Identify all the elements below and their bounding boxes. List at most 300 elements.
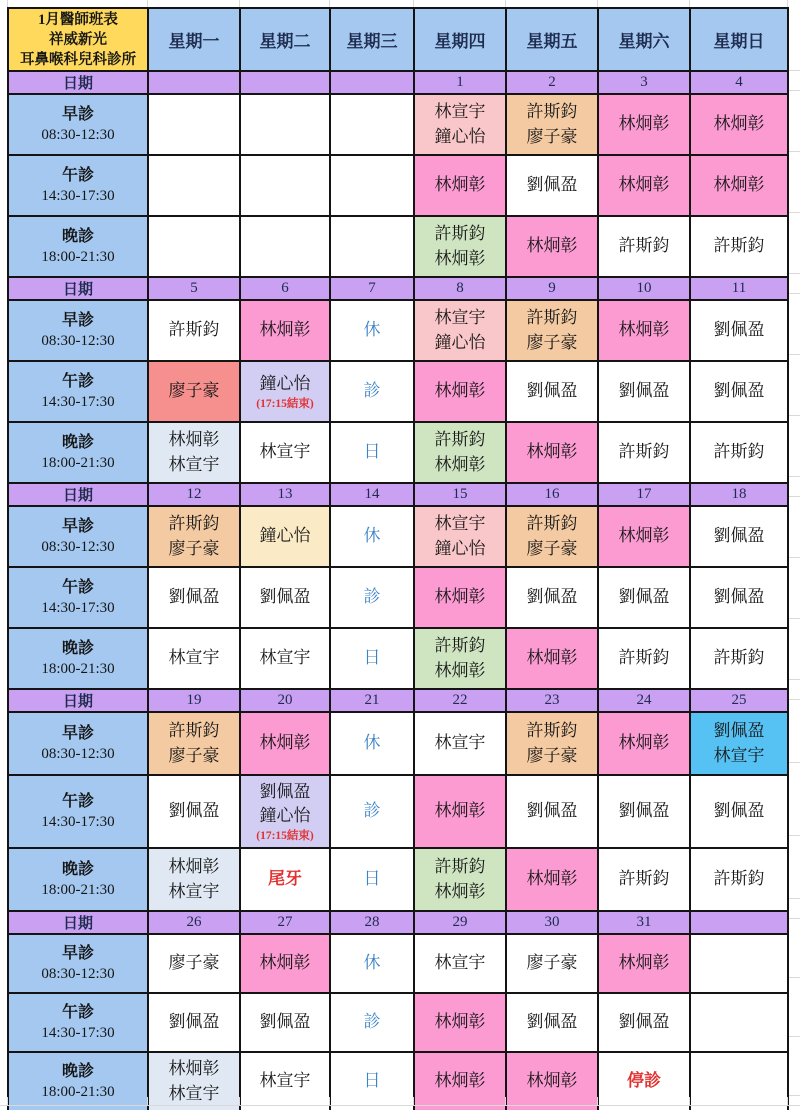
- schedule-cell: [240, 506, 330, 567]
- date-cell-tue: 20: [240, 689, 330, 712]
- doctor-name: 劉佩盈: [259, 781, 311, 801]
- doctor-name: 林宣宇: [168, 454, 220, 474]
- doctor-name: 林宣宇: [713, 745, 765, 765]
- schedule-cell: [598, 848, 690, 911]
- schedule-cell: [598, 506, 690, 567]
- week-2-afternoon-row: [8, 361, 788, 422]
- doctor-name: 林炯彰: [434, 1071, 486, 1091]
- edge-gridline: [413, 1097, 414, 1105]
- doctor-name: 休: [363, 320, 381, 340]
- date-cell-thu: 8: [414, 277, 506, 300]
- schedule-cell: [414, 361, 506, 422]
- shift-name: 午診: [61, 793, 94, 811]
- schedule-cell: [598, 1052, 690, 1110]
- schedule-cell: [414, 775, 506, 848]
- schedule-cell: [690, 216, 788, 277]
- schedule-cell: [330, 993, 414, 1052]
- edge-gridline: [789, 90, 800, 91]
- doctor-name: 許斯鈞: [618, 442, 670, 462]
- shift-time: 14:30-17:30: [41, 814, 115, 831]
- date-cell-sun: 4: [690, 71, 788, 94]
- schedule-cell: [240, 361, 330, 422]
- doctor-name: 林宣宇: [259, 1071, 311, 1091]
- schedule-cell: [414, 155, 506, 216]
- doctor-name: 劉佩盈: [618, 801, 670, 821]
- date-cell-wed: 28: [330, 911, 414, 934]
- schedule-cell: [148, 422, 240, 483]
- shift-time: 14:30-17:30: [41, 394, 115, 411]
- doctor-name: 許斯鈞: [713, 648, 765, 668]
- schedule-cell: [414, 216, 506, 277]
- schedule-cell: [148, 848, 240, 911]
- doctor-name: 廖子豪: [526, 126, 578, 146]
- date-row-label: 日期: [8, 277, 148, 300]
- schedule-cell: [240, 422, 330, 483]
- doctor-name: 廖子豪: [526, 745, 578, 765]
- date-cell-thu: 15: [414, 483, 506, 506]
- edge-gridline: [789, 273, 800, 274]
- edge-gridline: [505, 1097, 506, 1105]
- doctor-name: 林宣宇: [434, 953, 486, 973]
- schedule-cell: [506, 628, 598, 689]
- date-cell-thu: 22: [414, 689, 506, 712]
- week-5-afternoon-row: [8, 993, 788, 1052]
- schedule-cell: [240, 1052, 330, 1110]
- schedule-cell: [414, 712, 506, 775]
- shift-time: 14:30-17:30: [41, 1025, 115, 1042]
- doctor-name: 廖子豪: [168, 538, 220, 558]
- doctor-name: 休: [363, 733, 381, 753]
- shift-name: 早診: [61, 312, 94, 330]
- edge-gridline: [789, 70, 800, 71]
- doctor-name: 劉佩盈: [618, 381, 670, 401]
- schedule-cell: [598, 300, 690, 361]
- doctor-name: 林炯彰: [526, 648, 578, 668]
- doctor-name: 許斯鈞: [434, 856, 486, 876]
- doctor-name: 林炯彰: [526, 869, 578, 889]
- week-4-morning-row: [8, 712, 788, 775]
- shift-time: 18:00-21:30: [41, 1084, 115, 1101]
- schedule-cell: [240, 567, 330, 628]
- doctor-name: 林炯彰: [713, 175, 765, 195]
- schedule-cell: [690, 422, 788, 483]
- schedule-cell: [506, 506, 598, 567]
- shift-name: 晚診: [61, 861, 94, 879]
- doctor-name: 許斯鈞: [618, 648, 670, 668]
- doctor-name: 日: [363, 869, 381, 889]
- edge-gridline: [505, 0, 506, 7]
- schedule-cell: [330, 848, 414, 911]
- schedule-cell: [414, 506, 506, 567]
- schedule-cell: [506, 361, 598, 422]
- doctor-name: 林炯彰: [434, 381, 486, 401]
- schedule-cell: [240, 94, 330, 155]
- schedule-cell: [330, 934, 414, 993]
- shift-name: 晚診: [61, 640, 94, 658]
- schedule-cell: [330, 775, 414, 848]
- edge-gridline: [789, 679, 800, 680]
- doctor-name: 林宣宇: [168, 648, 220, 668]
- date-row-label: 日期: [8, 483, 148, 506]
- doctor-name: 劉佩盈: [713, 587, 765, 607]
- edge-gridline: [147, 1097, 148, 1105]
- doctor-name: 劉佩盈: [259, 587, 311, 607]
- schedule-title-line: 1月醫師班表: [38, 11, 118, 28]
- schedule-cell: [240, 775, 330, 848]
- doctor-name: 許斯鈞: [526, 101, 578, 121]
- doctor-name: 劉佩盈: [526, 381, 578, 401]
- schedule-cell: [506, 775, 598, 848]
- schedule-title-line: 耳鼻喉科兒科診所: [20, 51, 136, 68]
- schedule-cell: [506, 712, 598, 775]
- week-3-afternoon-row: [8, 567, 788, 628]
- schedule-title: [8, 8, 148, 71]
- shift-label-morning: [8, 506, 148, 567]
- day-header-fri: 星期五: [506, 8, 598, 71]
- doctor-name: 廖子豪: [526, 953, 578, 973]
- schedule-cell: [148, 775, 240, 848]
- edge-gridline: [413, 0, 414, 7]
- shift-label-morning: [8, 300, 148, 361]
- week-3-morning-row: [8, 506, 788, 567]
- doctor-name: 劉佩盈: [526, 801, 578, 821]
- doctor-name: 日: [363, 442, 381, 462]
- doctor-name: 廖子豪: [526, 538, 578, 558]
- shift-time: 18:00-21:30: [41, 455, 115, 472]
- shift-time: 18:00-21:30: [41, 882, 115, 899]
- doctor-name: 林炯彰: [618, 733, 670, 753]
- doctor-name: 診: [363, 381, 381, 401]
- edge-gridline: [329, 1097, 330, 1105]
- schedule-cell: [148, 94, 240, 155]
- doctor-name: 休: [363, 953, 381, 973]
- shift-label-evening: [8, 848, 148, 911]
- doctor-name: 林炯彰: [618, 114, 670, 134]
- schedule-cell: [330, 94, 414, 155]
- edge-gridline: [7, 0, 8, 7]
- date-cell-fri: 23: [506, 689, 598, 712]
- shift-name: 晚診: [61, 1063, 94, 1081]
- schedule-table: [7, 7, 789, 1110]
- schedule-cell: [598, 993, 690, 1052]
- schedule-cell: [148, 300, 240, 361]
- edge-gridline: [597, 0, 598, 7]
- schedule-cell: [506, 848, 598, 911]
- shift-name: 晚診: [61, 228, 94, 246]
- shift-label-afternoon: [8, 993, 148, 1052]
- doctor-name: 劉佩盈: [618, 1012, 670, 1032]
- schedule-cell: [598, 94, 690, 155]
- doctor-name: 劉佩盈: [526, 587, 578, 607]
- schedule-cell: [598, 934, 690, 993]
- doctor-name: 許斯鈞: [618, 236, 670, 256]
- doctor-name: 劉佩盈: [713, 801, 765, 821]
- doctor-name: 許斯鈞: [713, 869, 765, 889]
- doctor-name: 劉佩盈: [618, 587, 670, 607]
- week-2-evening-row: [8, 422, 788, 483]
- date-cell-sun: 18: [690, 483, 788, 506]
- schedule-cell: [148, 567, 240, 628]
- schedule-cell: [148, 506, 240, 567]
- doctor-name: 林炯彰: [434, 660, 486, 680]
- date-cell-fri: 16: [506, 483, 598, 506]
- shift-time: 18:00-21:30: [41, 249, 115, 266]
- shift-name: 早診: [61, 518, 94, 536]
- schedule-cell: [414, 422, 506, 483]
- doctor-name: 廖子豪: [526, 332, 578, 352]
- doctor-name: 劉佩盈: [713, 381, 765, 401]
- schedule-cell: [414, 94, 506, 155]
- edge-gridline: [239, 1097, 240, 1105]
- doctor-name: 林炯彰: [434, 175, 486, 195]
- date-cell-sat: 31: [598, 911, 690, 934]
- doctor-name: 許斯鈞: [168, 320, 220, 340]
- schedule-cell: [240, 993, 330, 1052]
- doctor-name: 劉佩盈: [713, 320, 765, 340]
- shift-label-morning: [8, 934, 148, 993]
- edge-gridline: [789, 354, 800, 355]
- week-4-afternoon-row: [8, 775, 788, 848]
- doctor-name: 廖子豪: [168, 381, 220, 401]
- schedule-cell: [330, 506, 414, 567]
- date-cell-sun: 11: [690, 277, 788, 300]
- doctor-name: 鐘心怡: [434, 332, 486, 352]
- doctor-name: 日: [363, 1071, 381, 1091]
- shift-name: 午診: [61, 167, 94, 185]
- schedule-title-line: 祥威新光: [49, 31, 107, 48]
- week-5-evening-row: [8, 1052, 788, 1110]
- schedule-cell: [148, 993, 240, 1052]
- shift-label-evening: [8, 1052, 148, 1110]
- doctor-name: 林炯彰: [713, 114, 765, 134]
- doctor-name: 林炯彰: [434, 248, 486, 268]
- doctor-name: 許斯鈞: [434, 429, 486, 449]
- schedule-cell: [240, 628, 330, 689]
- week-3-date-row: [8, 483, 788, 506]
- date-cell-wed: 14: [330, 483, 414, 506]
- schedule-cell: [330, 361, 414, 422]
- shift-time: 08:30-12:30: [41, 966, 115, 983]
- date-cell-thu: 29: [414, 911, 506, 934]
- schedule-cell: [598, 567, 690, 628]
- schedule-cell: [330, 1052, 414, 1110]
- date-cell-mon: 19: [148, 689, 240, 712]
- week-3-evening-row: [8, 628, 788, 689]
- doctor-name: 林炯彰: [526, 442, 578, 462]
- doctor-name: 診: [363, 1012, 381, 1032]
- day-header-sun: 星期日: [690, 8, 788, 71]
- schedule-cell: [690, 775, 788, 848]
- doctor-name: 林宣宇: [434, 513, 486, 533]
- doctor-name: 劉佩盈: [526, 1012, 578, 1032]
- schedule-cell: [690, 1052, 788, 1110]
- doctor-name: 林炯彰: [618, 320, 670, 340]
- schedule-cell: [690, 628, 788, 689]
- schedule-cell: [598, 775, 690, 848]
- date-cell-fri: 9: [506, 277, 598, 300]
- edge-gridline: [787, 0, 788, 7]
- date-cell-sun: [690, 911, 788, 934]
- shift-label-afternoon: [8, 775, 148, 848]
- date-cell-fri: 2: [506, 71, 598, 94]
- edge-gridline: [689, 0, 690, 7]
- date-cell-sat: 17: [598, 483, 690, 506]
- schedule-cell: [506, 993, 598, 1052]
- doctor-name: 鐘心怡: [259, 373, 311, 393]
- schedule-cell: [414, 300, 506, 361]
- schedule-cell: [506, 155, 598, 216]
- doctor-name: 廖子豪: [168, 953, 220, 973]
- schedule-cell: [330, 422, 414, 483]
- schedule-cell: [148, 361, 240, 422]
- date-cell-sat: 3: [598, 71, 690, 94]
- schedule-cell: [148, 934, 240, 993]
- edge-gridline: [0, 1105, 800, 1106]
- schedule-cell: [330, 300, 414, 361]
- doctor-name: 許斯鈞: [434, 223, 486, 243]
- schedule-cell: [330, 628, 414, 689]
- schedule-cell: [414, 628, 506, 689]
- date-cell-tue: 6: [240, 277, 330, 300]
- schedule-cell: [330, 712, 414, 775]
- doctor-name: 林宣宇: [259, 442, 311, 462]
- schedule-cell: [414, 567, 506, 628]
- shift-label-afternoon: [8, 567, 148, 628]
- shift-label-evening: [8, 422, 148, 483]
- doctor-name: 林炯彰: [618, 526, 670, 546]
- day-header-tue: 星期二: [240, 8, 330, 71]
- doctor-name: 林炯彰: [434, 587, 486, 607]
- shift-time: 14:30-17:30: [41, 600, 115, 617]
- shift-name: 午診: [61, 579, 94, 597]
- schedule-cell: [506, 94, 598, 155]
- edge-gridline: [789, 898, 800, 899]
- schedule-cell: [240, 848, 330, 911]
- date-cell-sun: 25: [690, 689, 788, 712]
- doctor-name: 林炯彰: [168, 1058, 220, 1078]
- schedule-cell: [240, 300, 330, 361]
- date-row-label: 日期: [8, 689, 148, 712]
- shift-time: 08:30-12:30: [41, 333, 115, 350]
- shift-time: 08:30-12:30: [41, 539, 115, 556]
- schedule-cell: [414, 1052, 506, 1110]
- week-2-morning-row: [8, 300, 788, 361]
- shift-time: 08:30-12:30: [41, 127, 115, 144]
- doctor-name: 廖子豪: [168, 745, 220, 765]
- schedule-cell: [690, 848, 788, 911]
- edge-gridline: [789, 557, 800, 558]
- doctor-name: 鐘心怡: [434, 538, 486, 558]
- edge-gridline: [789, 293, 800, 294]
- shift-name: 早診: [61, 945, 94, 963]
- edge-gridline: [329, 0, 330, 7]
- doctor-name: 許斯鈞: [713, 236, 765, 256]
- shift-name: 晚診: [61, 434, 94, 452]
- doctor-name: 林炯彰: [168, 856, 220, 876]
- date-cell-mon: 26: [148, 911, 240, 934]
- doctor-name: 診: [363, 801, 381, 821]
- schedule-cell: [598, 361, 690, 422]
- doctor-name: 日: [363, 648, 381, 668]
- schedule-cell: [598, 628, 690, 689]
- schedule-cell: [690, 361, 788, 422]
- schedule-cell: [240, 155, 330, 216]
- schedule-cell: [506, 216, 598, 277]
- date-cell-tue: 27: [240, 911, 330, 934]
- doctor-name: 林宣宇: [434, 307, 486, 327]
- shift-label-morning: [8, 94, 148, 155]
- doctor-name: 鐘心怡: [259, 806, 311, 826]
- week-4-date-row: [8, 689, 788, 712]
- doctor-name: 許斯鈞: [168, 513, 220, 533]
- doctor-name: 林炯彰: [259, 320, 311, 340]
- edge-gridline: [787, 1097, 788, 1105]
- edge-gridline: [789, 151, 800, 152]
- edge-gridline: [789, 699, 800, 700]
- date-cell-mon: 5: [148, 277, 240, 300]
- schedule-cell: [414, 934, 506, 993]
- shift-name: 午診: [61, 373, 94, 391]
- doctor-name: 林炯彰: [434, 881, 486, 901]
- schedule-cell: [148, 628, 240, 689]
- shift-name: 早診: [61, 106, 94, 124]
- edge-gridline: [789, 762, 800, 763]
- day-header-mon: 星期一: [148, 8, 240, 71]
- doctor-name: 劉佩盈: [168, 587, 220, 607]
- doctor-name: 林炯彰: [618, 175, 670, 195]
- edge-gridline: [689, 1097, 690, 1105]
- schedule-cell: [690, 506, 788, 567]
- schedule-cell: [598, 712, 690, 775]
- shift-label-afternoon: [8, 155, 148, 216]
- schedule-cell: [598, 155, 690, 216]
- schedule-cell: [690, 567, 788, 628]
- schedule-cell: [598, 422, 690, 483]
- edge-gridline: [597, 1097, 598, 1105]
- shift-time: 18:00-21:30: [41, 661, 115, 678]
- doctor-name: 劉佩盈: [713, 526, 765, 546]
- week-5-date-row: [8, 911, 788, 934]
- edge-gridline: [7, 1097, 8, 1105]
- shift-time: 08:30-12:30: [41, 746, 115, 763]
- doctor-name: 林炯彰: [434, 801, 486, 821]
- date-row-label: 日期: [8, 71, 148, 94]
- doctor-name: 林宣宇: [168, 881, 220, 901]
- schedule-cell: [506, 300, 598, 361]
- schedule-cell: [690, 94, 788, 155]
- schedule-cell: [690, 155, 788, 216]
- doctor-name: 許斯鈞: [526, 513, 578, 533]
- doctor-name: 許斯鈞: [434, 635, 486, 655]
- doctor-name: 許斯鈞: [618, 869, 670, 889]
- week-2-date-row: [8, 277, 788, 300]
- edge-gridline: [789, 476, 800, 477]
- edge-gridline: [789, 415, 800, 416]
- shift-name: 早診: [61, 725, 94, 743]
- doctor-name: 林炯彰: [526, 1071, 578, 1091]
- schedule-cell: [690, 993, 788, 1052]
- shift-label-afternoon: [8, 361, 148, 422]
- edge-gridline: [789, 1095, 800, 1096]
- date-cell-sat: 10: [598, 277, 690, 300]
- doctor-name: 劉佩盈: [168, 1012, 220, 1032]
- date-cell-fri: 30: [506, 911, 598, 934]
- edge-gridline: [239, 0, 240, 7]
- date-cell-wed: [330, 71, 414, 94]
- schedule-cell: [506, 567, 598, 628]
- doctor-name: 停診: [627, 1071, 661, 1091]
- date-row-label: 日期: [8, 911, 148, 934]
